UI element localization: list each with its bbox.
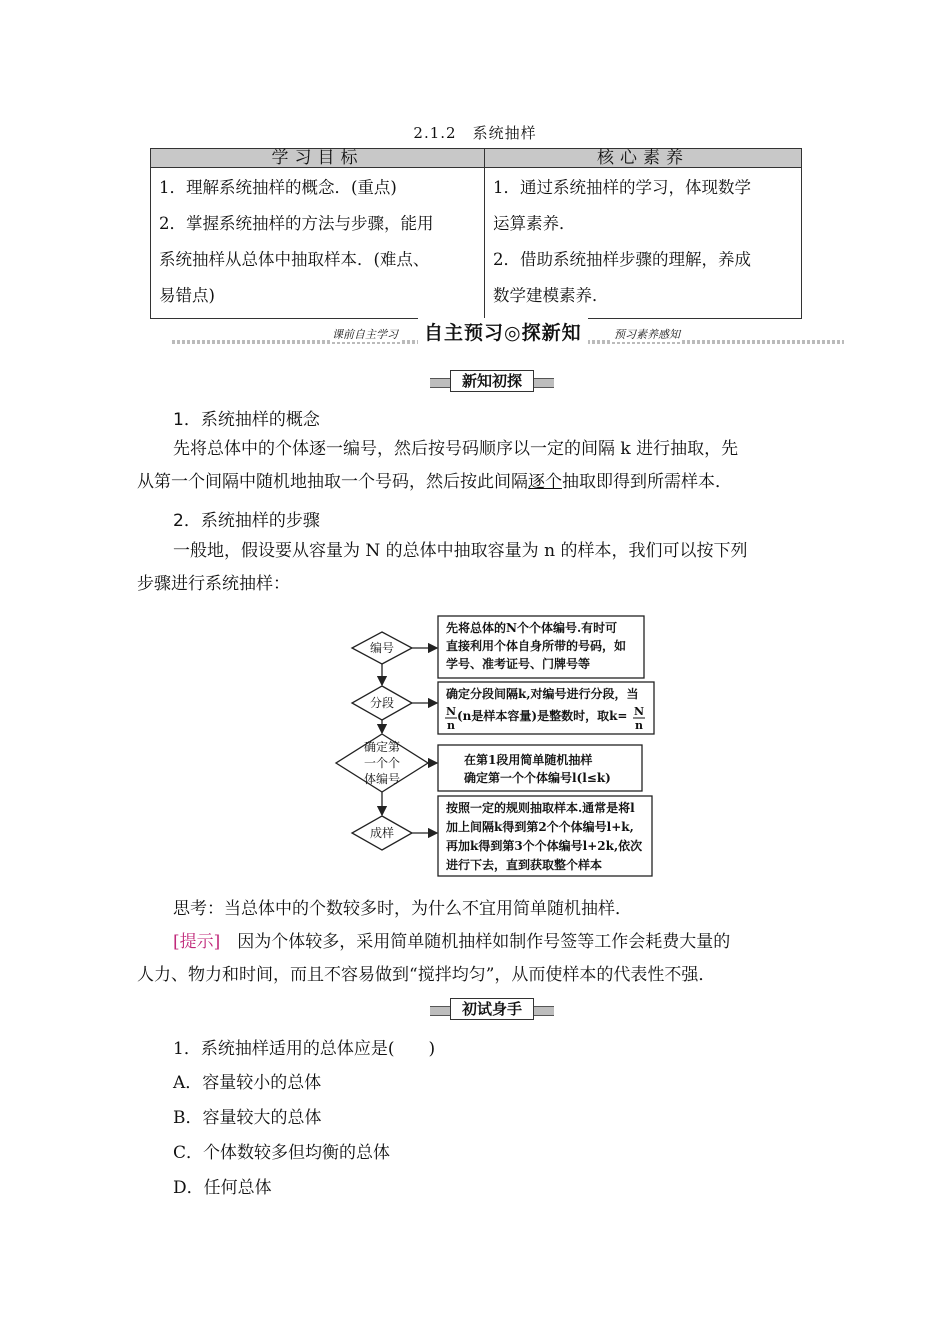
box-text: 学号、准考证号、门牌号等	[446, 657, 591, 671]
goal-line: 1．理解系统抽样的概念．(重点)	[159, 178, 397, 197]
box-text: 确定分段间隔k,对编号进行分段，当	[446, 687, 639, 701]
hint-label: [提示]	[173, 932, 221, 952]
core-header: 核心素养	[485, 149, 802, 168]
banner-right: 预习素养感知	[610, 326, 680, 342]
box-text: 按照一定的规则抽取样本.通常是将l	[446, 801, 635, 815]
frac-num: N	[633, 705, 645, 718]
badge-first-try: 初试身手	[430, 998, 554, 1020]
heading-concept: 1．系统抽样的概念	[173, 410, 320, 430]
banner-main: 自主预习◎探新知	[418, 318, 588, 345]
think-question: 思考：当总体中的个数较多时，为什么不宜用简单随机抽样．	[173, 899, 632, 919]
box-text: 直接利用个体自身所带的号码，如	[446, 639, 627, 653]
flowchart	[330, 612, 660, 880]
box-text: 确定第一个个体编号l(l≤k)	[464, 771, 611, 785]
goals-table	[150, 148, 802, 319]
step-label: 确定第	[363, 740, 401, 754]
core-cell	[485, 168, 802, 319]
option-c: C．个体数较多但均衡的总体	[173, 1143, 391, 1163]
box-text: 先将总体的N个个体编号.有时可	[446, 621, 618, 635]
goal-line: 2．掌握系统抽样的方法与步骤，能用	[159, 214, 434, 233]
core-line: 数学建模素养．	[493, 286, 609, 305]
option-d: D．任何总体	[173, 1178, 272, 1198]
box-text: 加上间隔k得到第2个个体编号l+k,	[446, 820, 634, 834]
banner-left: 课前自主学习	[332, 326, 402, 342]
step-label: 编号	[369, 641, 395, 655]
option-b: B．容量较大的总体	[173, 1108, 322, 1128]
core-line: 1．通过系统抽样的学习，体现数学	[493, 178, 751, 197]
section-banner	[172, 318, 844, 350]
hint-paragraph: [提示] 因为个体较多，采用简单随机抽样如制作号签等工作会耗费大量的 人力、物力和时间，而且不容易做到“搅拌均匀”，从而使样本的代表性不强．	[137, 932, 731, 985]
step-label: 体编号	[363, 772, 401, 786]
box-text: 再加k得到第3个个体编号l+2k,依次	[446, 839, 643, 853]
heading-steps: 2．系统抽样的步骤	[173, 511, 320, 531]
frac-den: n	[447, 719, 455, 732]
section-title: 2.1.2 系统抽样	[413, 124, 537, 142]
core-line: 2．借助系统抽样步骤的理解，养成	[493, 250, 751, 269]
badge-new-knowledge: 新知初探	[430, 370, 554, 392]
question-1: 1．系统抽样适用的总体应是( )	[173, 1039, 436, 1059]
goal-line: 系统抽样从总体中抽取样本．(难点、	[159, 250, 430, 269]
paragraph-concept: 先将总体中的个体逐一编号，然后按号码顺序以一定的间隔 k 进行抽取，先 从第一个间隔中随机地抽取一个号码，然后按此间隔逐个抽取即得到所需样本．	[137, 439, 739, 492]
step-label: 成样	[369, 826, 395, 840]
frac-den: n	[635, 719, 643, 732]
step-label: 一个个	[363, 756, 401, 770]
box-text: 进行下去，直到获取整个样本	[446, 858, 603, 872]
box-text: 在第1段用简单随机抽样	[464, 753, 593, 767]
box-text: (n是样本容量)是整数时，取k=	[457, 709, 628, 723]
step-label: 分段	[369, 696, 395, 710]
goals-header: 学习目标	[151, 149, 485, 168]
goals-cell	[151, 168, 485, 319]
goal-line: 易错点)	[159, 286, 215, 305]
option-a: A．容量较小的总体	[173, 1073, 322, 1093]
frac-num: N	[445, 705, 457, 718]
paragraph-steps: 一般地，假设要从容量为 N 的总体中抽取容量为 n 的样本，我们可以按下列 步骤进行系统抽样：	[137, 541, 748, 594]
core-line: 运算素养．	[493, 214, 576, 233]
